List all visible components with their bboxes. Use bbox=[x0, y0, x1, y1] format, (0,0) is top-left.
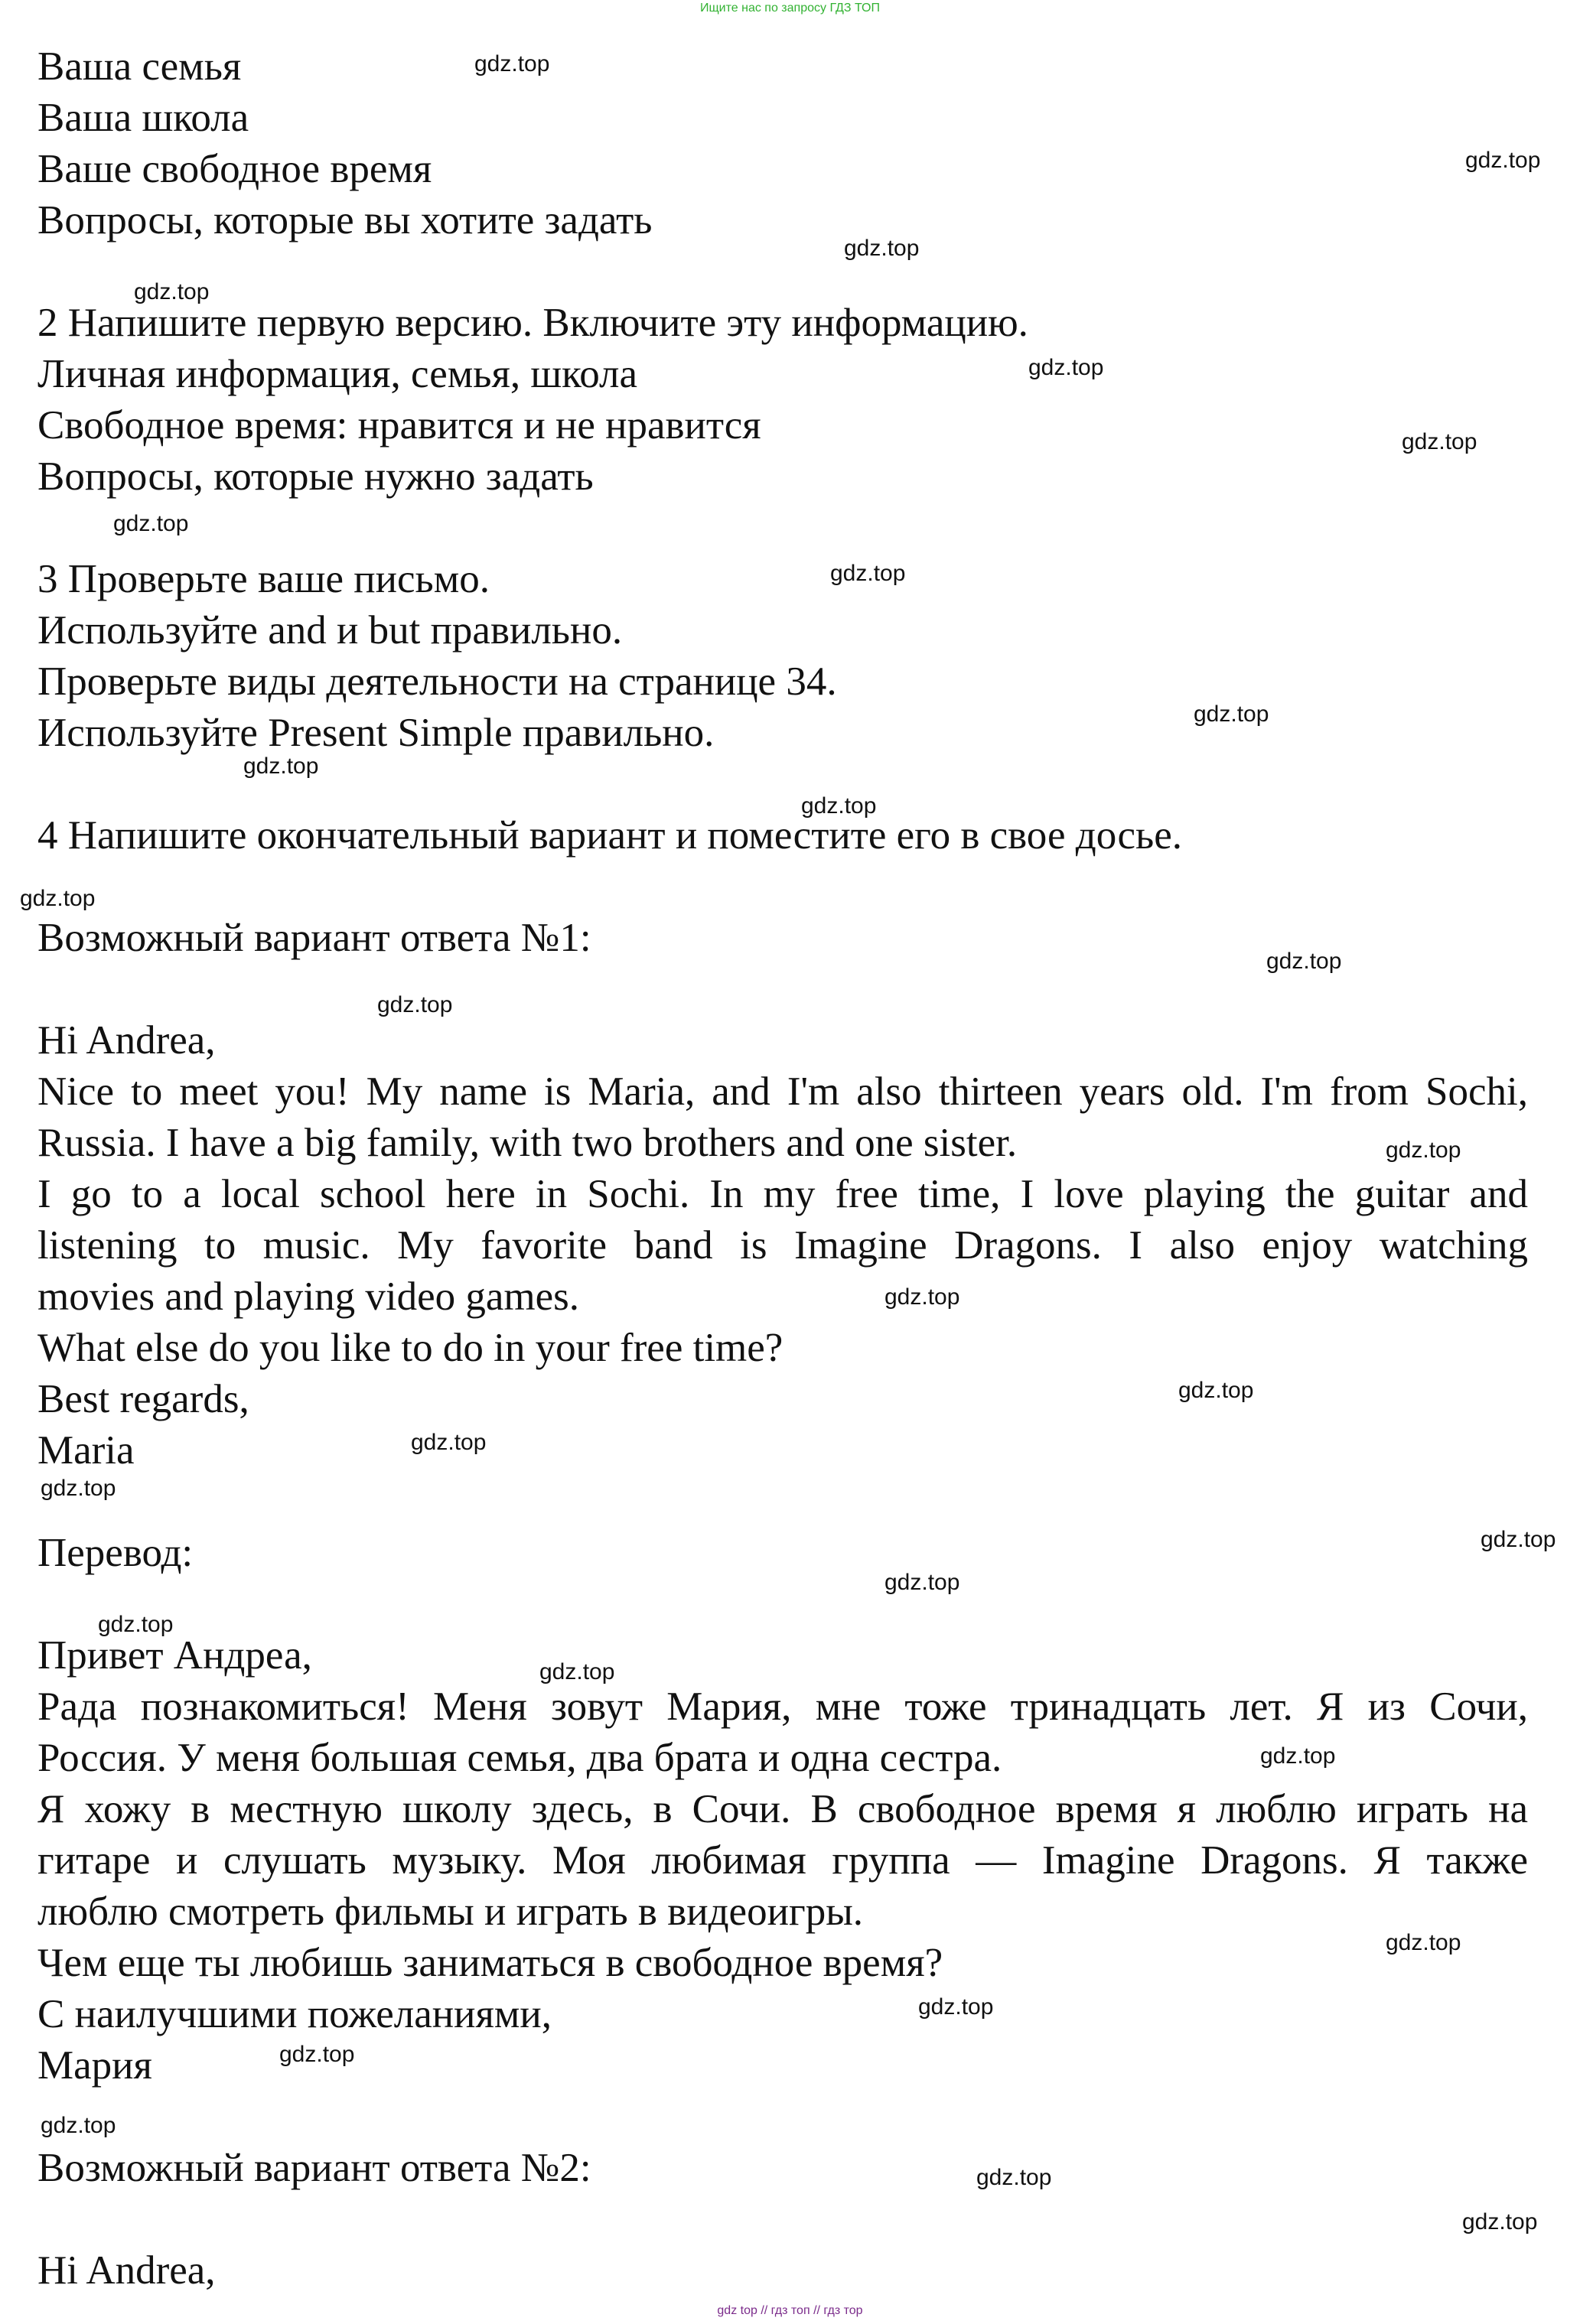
watermark: gdz.top bbox=[884, 1284, 960, 1310]
watermark: gdz.top bbox=[918, 1994, 994, 2020]
watermark: gdz.top bbox=[844, 236, 920, 261]
watermark: gdz.top bbox=[1194, 701, 1269, 727]
watermark: gdz.top bbox=[539, 1659, 615, 1684]
answer-2-heading: Возможный вариант ответа №2: bbox=[37, 2146, 591, 2190]
watermark: gdz.top bbox=[1462, 2209, 1538, 2234]
watermark: gdz.top bbox=[801, 793, 877, 819]
spacer bbox=[37, 246, 1528, 298]
watermark: gdz.top bbox=[884, 1570, 960, 1595]
answer-1-paragraph-line: Nice to meet you! My name is Maria, and I'm also thirteen years old. I'm from Sochi, bbox=[37, 1069, 1528, 1114]
translation-paragraph-line: гитаре и слушать музыку. Моя любимая группа — Imagine Dragons. Я также bbox=[37, 1838, 1528, 1883]
answer-1-question: What else do you like to do in your free time? bbox=[37, 1326, 783, 1370]
section-2-line: Свободное время: нравится и не нравится bbox=[37, 403, 761, 448]
answer-1-signature: Maria bbox=[37, 1428, 135, 1473]
translation-greeting: Привет Андреа, bbox=[37, 1633, 312, 1678]
section-2-line: Личная информация, семья, школа bbox=[37, 352, 637, 396]
watermark: gdz.top bbox=[411, 1430, 487, 1455]
section-2-line: 2 Напишите первую версию. Включите эту информацию. bbox=[37, 301, 1028, 345]
spacer bbox=[37, 861, 1528, 913]
watermark: gdz.top bbox=[1481, 1527, 1556, 1552]
section-3-line: Проверьте виды деятельности на странице 34. bbox=[37, 659, 837, 704]
translation-heading: Перевод: bbox=[37, 1531, 194, 1575]
section-1-line: Ваше свободное время bbox=[37, 147, 432, 191]
section-4-line: 4 Напишите окончательный вариант и поместите его в свое досье. bbox=[37, 813, 1182, 858]
watermark: gdz.top bbox=[98, 1612, 174, 1637]
translation-paragraph-line: Я хожу в местную школу здесь, в Сочи. В свободное время я люблю играть на bbox=[37, 1787, 1528, 1831]
section-2-line: Вопросы, которые нужно задать bbox=[37, 454, 594, 499]
watermark: gdz.top bbox=[134, 279, 210, 304]
translation-closing: С наилучшими пожеланиями, bbox=[37, 1992, 552, 2036]
watermark: gdz.top bbox=[1386, 1138, 1461, 1163]
spacer bbox=[37, 1579, 1528, 1630]
watermark: gdz.top bbox=[41, 2113, 116, 2138]
section-3-line: Используйте and и but правильно. bbox=[37, 608, 623, 653]
watermark: gdz.top bbox=[243, 754, 319, 779]
section-1-line: Ваша семья bbox=[37, 44, 242, 89]
answer-2-greeting: Hi Andrea, bbox=[37, 2248, 216, 2293]
bottom-banner[interactable]: gdz top // гдз топ // гдз тор bbox=[717, 2304, 863, 2317]
watermark: gdz.top bbox=[113, 511, 189, 536]
watermark: gdz.top bbox=[1386, 1930, 1461, 1955]
watermark: gdz.top bbox=[1178, 1378, 1254, 1403]
translation-paragraph-line: Россия. У меня большая семья, два брата и одна сестра. bbox=[37, 1736, 1002, 1780]
spacer bbox=[37, 1476, 1528, 1528]
watermark: gdz.top bbox=[1402, 429, 1477, 454]
section-1-line: Ваша школа bbox=[37, 96, 249, 140]
watermark: gdz.top bbox=[1465, 148, 1541, 173]
translation-paragraph-line: люблю смотреть фильмы и играть в видеоигры. bbox=[37, 1889, 864, 1934]
spacer bbox=[37, 2091, 1528, 2143]
watermark: gdz.top bbox=[1266, 949, 1342, 974]
watermark: gdz.top bbox=[474, 51, 550, 76]
watermark: gdz.top bbox=[20, 886, 96, 911]
answer-1-paragraph-line: listening to music. My favorite band is Imagine Dragons. I also enjoy watching bbox=[37, 1223, 1528, 1268]
watermark: gdz.top bbox=[1028, 355, 1104, 380]
watermark: gdz.top bbox=[830, 561, 906, 586]
watermark: gdz.top bbox=[279, 2042, 355, 2067]
section-3-line: Используйте Present Simple правильно. bbox=[37, 711, 715, 755]
watermark: gdz.top bbox=[976, 2165, 1052, 2190]
watermark: gdz.top bbox=[377, 992, 453, 1017]
answer-1-paragraph-line: Russia. I have a big family, with two brothers and one sister. bbox=[37, 1121, 1018, 1165]
translation-question: Чем еще ты любишь заниматься в свободное время? bbox=[37, 1941, 943, 1985]
answer-1-paragraph-line: movies and playing video games. bbox=[37, 1274, 579, 1319]
translation-paragraph-line: Рада познакомиться! Меня зовут Мария, мне тоже тринадцать лет. Я из Сочи, bbox=[37, 1684, 1528, 1729]
section-1-line: Вопросы, которые вы хотите задать bbox=[37, 198, 653, 242]
spacer bbox=[37, 503, 1528, 554]
answer-1-paragraph-line: I go to a local school here in Sochi. In my free time, I love playing the guitar and bbox=[37, 1172, 1528, 1216]
spacer bbox=[37, 2194, 1528, 2245]
answer-1-heading: Возможный вариант ответа №1: bbox=[37, 916, 591, 960]
top-banner[interactable]: Ищите нас по запросу ГДЗ ТОП bbox=[700, 2, 880, 15]
document-body bbox=[37, 41, 1528, 2296]
translation-signature: Мария bbox=[37, 2043, 152, 2088]
watermark: gdz.top bbox=[1260, 1743, 1336, 1769]
section-3-line: 3 Проверьте ваше письмо. bbox=[37, 557, 490, 601]
watermark: gdz.top bbox=[41, 1476, 116, 1501]
answer-1-closing: Best regards, bbox=[37, 1377, 249, 1421]
answer-1-greeting: Hi Andrea, bbox=[37, 1018, 216, 1063]
